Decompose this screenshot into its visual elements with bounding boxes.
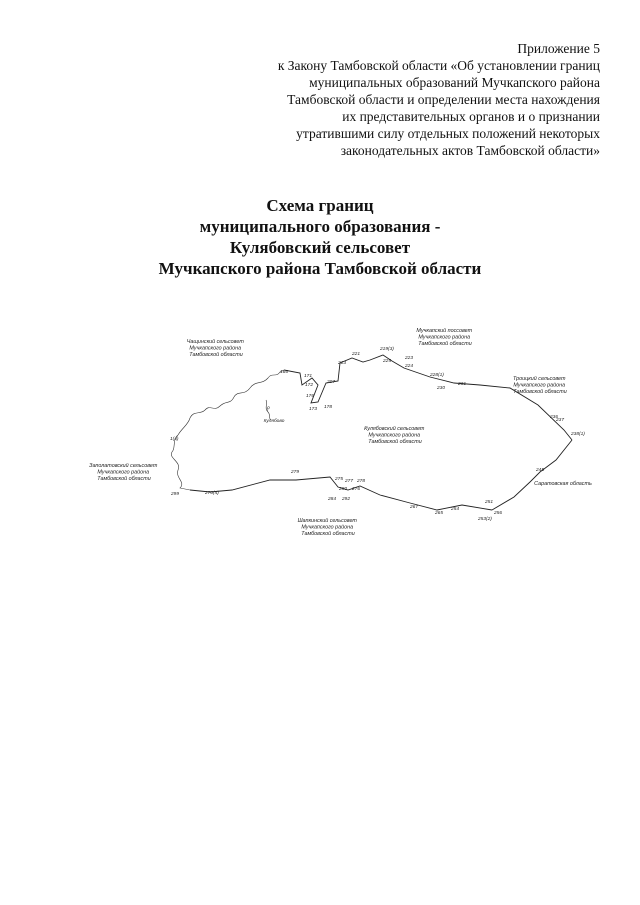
point-label: 238(1): [571, 432, 585, 437]
point-label: 278: [357, 479, 366, 484]
appendix-heading: Приложение 5: [517, 41, 600, 56]
point-label: 245: [536, 468, 545, 473]
title-line: Кулябовский сельсовет: [229, 238, 411, 257]
boundary-map: [0, 300, 640, 560]
north-west-boundary: [178, 370, 284, 435]
point-label: 171: [304, 374, 313, 379]
point-label: 207: [327, 380, 336, 385]
point-label: 166: [280, 370, 289, 375]
neighbor-label: Саратовская область: [534, 481, 592, 487]
neighbor-label: Заполатовский сельсовет Мучкапского района Тамбовской области: [89, 463, 158, 482]
neighbor-label: Шапкинский сельсовет Мучкапского района Тамбовской области: [297, 518, 357, 537]
point-label: 251: [485, 500, 494, 505]
neighbor-label: Кулябовский сельсовет Мучкапского района Тамбовской области: [364, 426, 425, 445]
neighbor-label: Мучкапский поссовет Мучкапского района Тамбовской области: [416, 328, 473, 347]
point-label: 223: [405, 356, 414, 361]
point-label: 280: [339, 487, 348, 492]
point-label: 173: [309, 407, 318, 412]
point-label: 213: [338, 361, 347, 366]
point-label: 277: [345, 479, 354, 484]
appendix-line: муниципальных образований Мучкапского района: [309, 75, 600, 90]
point-label: 299: [171, 492, 180, 497]
point-label: 284: [328, 497, 337, 502]
point-label: 230: [437, 386, 446, 391]
east-boundary: [492, 440, 572, 510]
point-label: 265: [435, 511, 444, 516]
village-icon: ⚲: [266, 407, 270, 412]
point-label: 253(2): [478, 517, 492, 522]
appendix-line: законодательных актов Тамбовской области»: [340, 143, 600, 158]
point-label: 276: [352, 487, 361, 492]
north-boundary: [284, 355, 572, 440]
point-label: 275: [335, 477, 344, 482]
appendix-line: к Закону Тамбовской области «Об установлении границ: [277, 58, 600, 73]
appendix-line: их представительных органов и о признании: [342, 109, 600, 124]
point-label: 267: [410, 505, 419, 510]
point-label: 279: [291, 470, 300, 475]
point-label: 219(3): [380, 347, 394, 352]
point-label: 176: [306, 394, 315, 399]
village-label: Кулябово: [263, 419, 285, 424]
village-marker: [264, 406, 285, 424]
page-title: [0, 195, 640, 279]
neighbor-label: Троицкий сельсовет Мучкапского района Тамбовской области: [513, 376, 567, 395]
point-label: 225: [383, 359, 392, 364]
point-label: 1(4): [170, 437, 179, 442]
point-label: 221: [352, 352, 361, 357]
point-label: 224: [405, 364, 414, 369]
point-label: 254: [451, 507, 460, 512]
point-label: 270(4): [205, 491, 219, 496]
point-label: 228(1): [430, 373, 444, 378]
point-label: 178: [324, 405, 333, 410]
title-line: Схема границ: [266, 196, 374, 215]
appendix-line: утратившими силу отдельных положений некоторых: [296, 126, 600, 141]
neighbor-label: Чащинский сельсовет Мучкапского района Тамбовской области: [186, 339, 244, 358]
point-label: 231: [458, 382, 467, 387]
point-label: 256: [494, 511, 503, 516]
west-boundary: [171, 435, 190, 490]
point-label: 237: [556, 418, 565, 423]
point-label: 292: [342, 497, 351, 502]
point-label: 236: [550, 415, 559, 420]
point-label: 172: [305, 383, 314, 388]
title-line: Мучкапского района Тамбовской области: [158, 259, 482, 278]
appendix-line: Тамбовской области и определении места нахождения: [287, 92, 600, 107]
title-line: муниципального образования -: [199, 217, 441, 236]
appendix-note: [160, 40, 600, 159]
